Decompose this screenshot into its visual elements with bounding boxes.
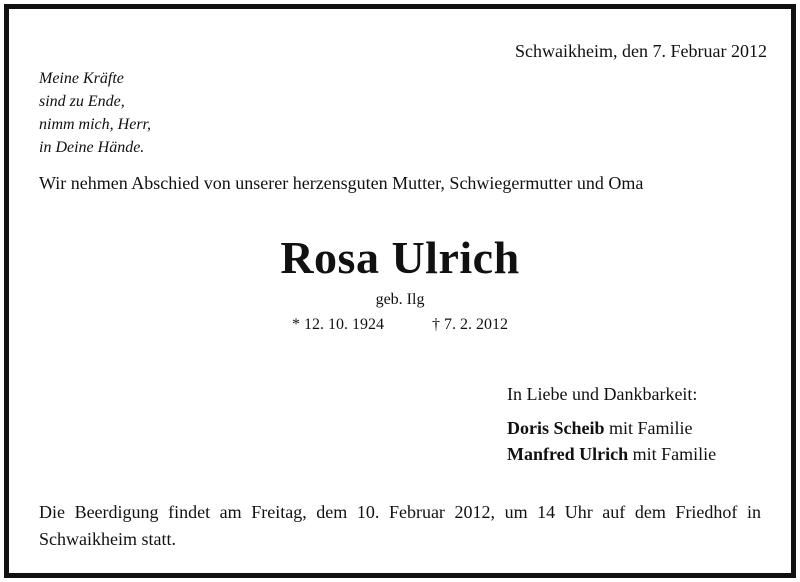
deceased-name: Rosa Ulrich — [280, 232, 520, 283]
verse-line: sind zu Ende, — [39, 93, 125, 110]
signoff — [507, 381, 716, 467]
obituary-notice — [4, 4, 796, 578]
signoff-lead: In Liebe und Dankbarkeit: — [507, 384, 698, 404]
mourner-line — [507, 441, 716, 467]
intro-text: Wir nehmen Abschied von unserer herzensguten Mutter, Schwiegermutter und Oma — [39, 173, 644, 193]
death-date: † 7. 2. 2012 — [432, 316, 508, 333]
verse-line: nimm mich, Herr, — [39, 116, 151, 133]
mourner-name: Manfred Ulrich — [507, 444, 629, 464]
maiden-name: geb. Ilg — [375, 291, 425, 308]
life-dates — [9, 316, 791, 334]
birth-date: * 12. 10. 1924 — [292, 316, 384, 333]
mourner-suffix: mit Familie — [628, 444, 717, 464]
place-date: Schwaikheim, den 7. Februar 2012 — [515, 41, 767, 61]
verse-line: Meine Kräfte — [39, 70, 124, 87]
mourner-suffix: mit Familie — [604, 418, 693, 438]
funeral-info: Die Beerdigung findet am Freitag, dem 10. Februar 2012, um 14 Uhr auf dem Friedhof in Schwaikheim statt. — [39, 502, 761, 549]
verse — [39, 67, 151, 159]
mourner-line — [507, 415, 716, 441]
mourner-name: Doris Scheib — [507, 418, 605, 438]
verse-line: in Deine Hände. — [39, 139, 145, 156]
